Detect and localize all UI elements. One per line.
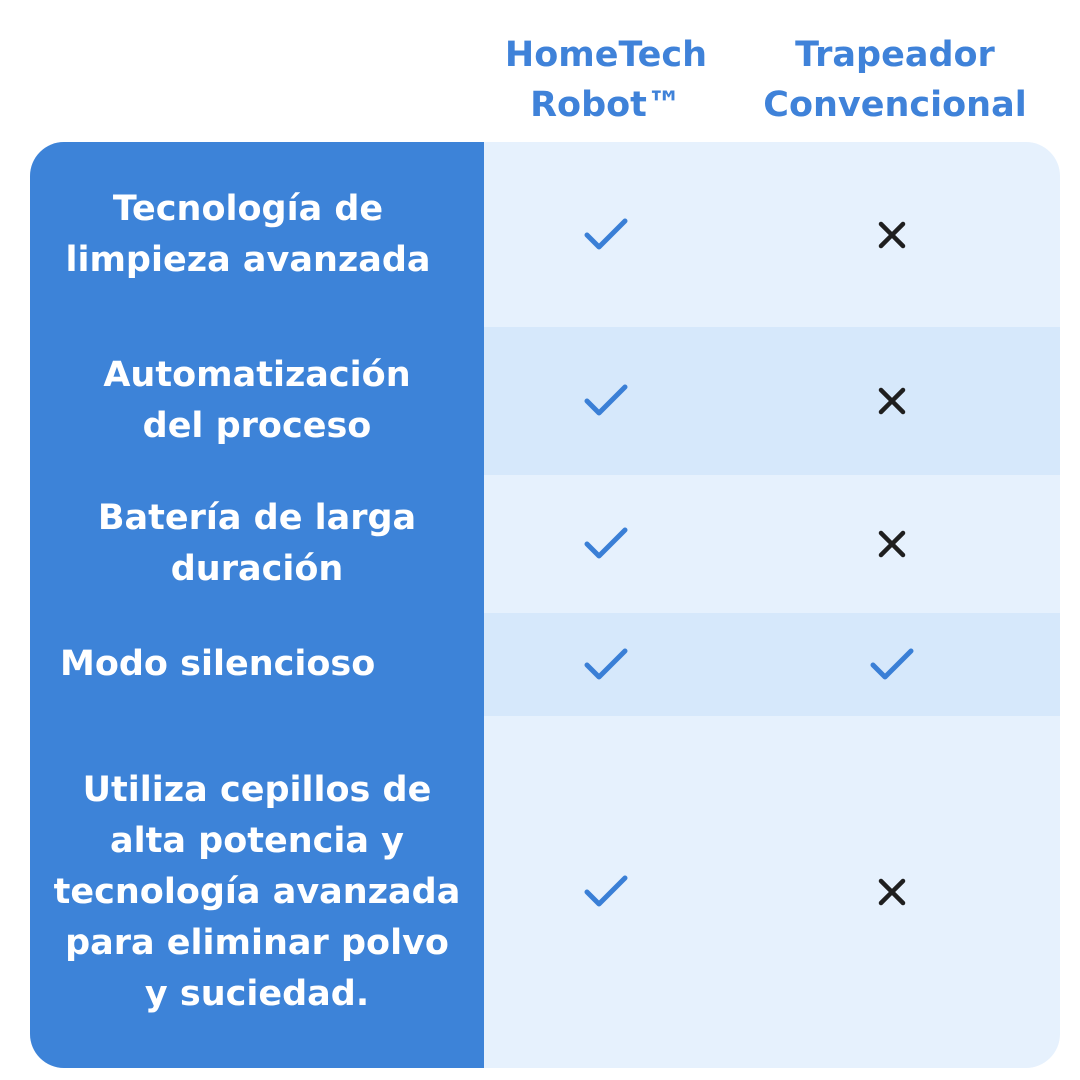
comparison-table <box>30 142 1060 1068</box>
hometech-cell <box>484 613 728 716</box>
feature-label: Modo silencioso <box>60 644 376 684</box>
check-icon <box>583 526 629 562</box>
feature-label: Utiliza cepillos de alta potencia y tecnología avanzada para eliminar polvo y suciedad. <box>53 769 461 1014</box>
feature-label: Automatización del proceso <box>103 355 411 446</box>
column-header-convencional: Trapeador Convencional <box>763 35 1027 125</box>
check-icon <box>583 647 629 683</box>
table-row <box>30 716 1060 1068</box>
table-row <box>30 613 1060 716</box>
convencional-cell <box>752 613 1032 716</box>
cross-icon <box>877 877 907 907</box>
table-row <box>30 475 1060 613</box>
check-icon <box>583 383 629 419</box>
convencional-cell <box>752 475 1032 613</box>
check-icon <box>583 874 629 910</box>
cross-icon <box>877 386 907 416</box>
cross-icon <box>877 220 907 250</box>
feature-label: Tecnología de limpieza avanzada <box>65 188 431 280</box>
feature-label: Batería de larga duración <box>97 498 417 589</box>
convencional-cell <box>752 142 1032 327</box>
hometech-cell <box>484 716 728 1068</box>
cross-icon <box>877 529 907 559</box>
convencional-cell <box>752 327 1032 475</box>
hometech-cell <box>484 475 728 613</box>
convencional-cell <box>752 716 1032 1068</box>
hometech-cell <box>484 327 728 475</box>
table-row <box>30 327 1060 475</box>
table-row <box>30 142 1060 327</box>
check-icon <box>869 647 915 683</box>
hometech-cell <box>484 142 728 327</box>
check-icon <box>583 217 629 253</box>
column-header-hometech: HomeTech Robot™ <box>504 35 708 125</box>
